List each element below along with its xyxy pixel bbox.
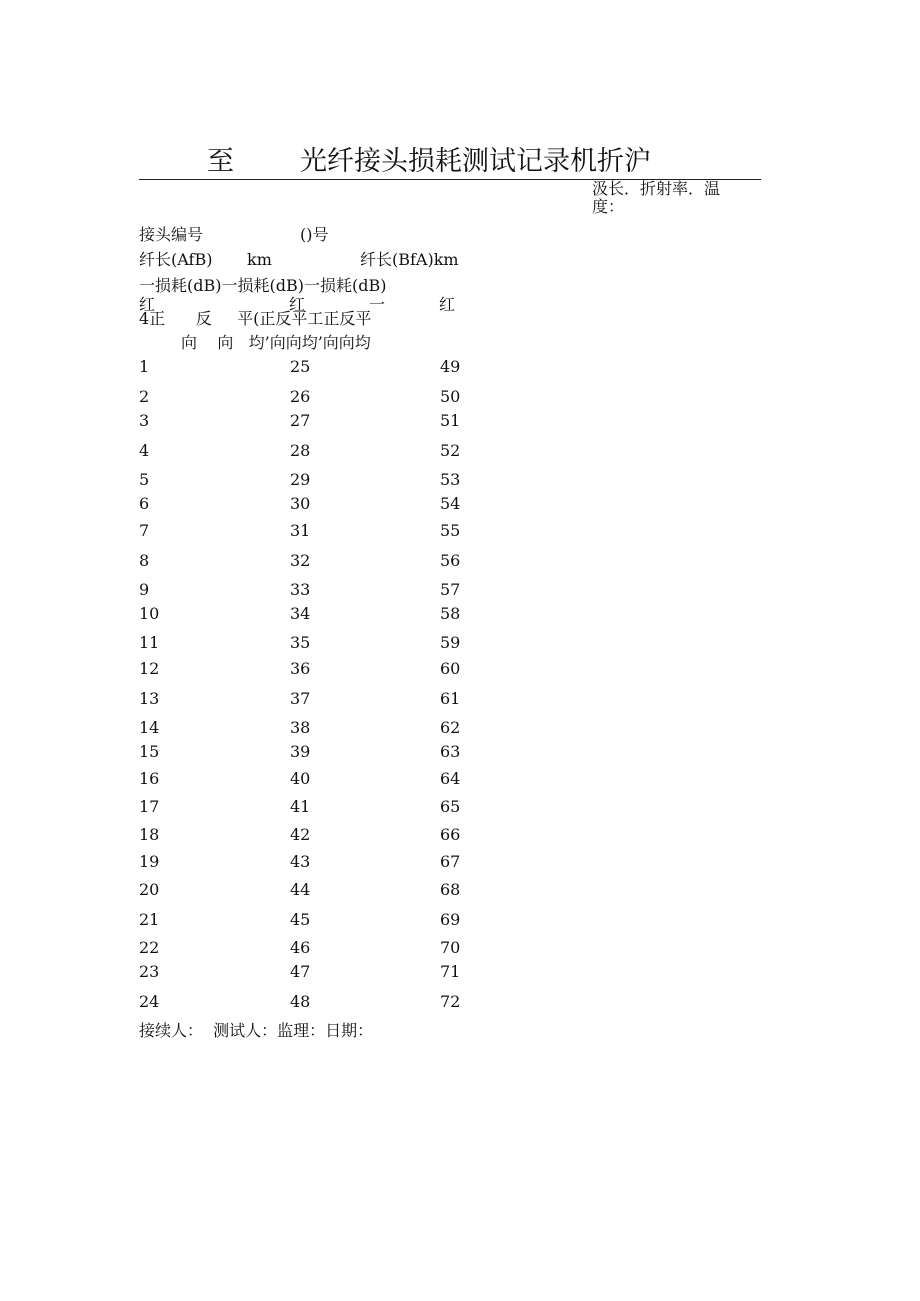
row-number: 64: [440, 769, 461, 788]
row-number: 11: [139, 633, 160, 652]
row-number: 48: [290, 992, 311, 1011]
row-number: 40: [290, 769, 311, 788]
row-number: 34: [290, 604, 311, 623]
row-number: 26: [290, 387, 311, 406]
row-number: 46: [290, 938, 311, 957]
row-number: 7: [139, 521, 150, 540]
row-number: 9: [139, 580, 150, 599]
row-number: 16: [139, 769, 160, 788]
fiber-length-ab-label: 纤长(AfB): [139, 250, 213, 269]
row-number: 17: [139, 797, 160, 816]
row-number: 51: [440, 411, 461, 430]
meta-line-1: 汲长．折射率．温: [592, 179, 721, 198]
row-number: 14: [139, 718, 160, 737]
row-number: 54: [440, 494, 461, 513]
row-number: 62: [440, 718, 461, 737]
row-number: 50: [440, 387, 461, 406]
row-number: 44: [290, 880, 311, 899]
row-number: 58: [440, 604, 461, 623]
row-number: 47: [290, 962, 311, 981]
cut-char-2: 红: [289, 295, 306, 314]
row-number: 4: [139, 441, 150, 460]
row-number: 35: [290, 633, 311, 652]
row-number: 56: [440, 551, 461, 570]
row-number: 55: [440, 521, 461, 540]
joint-number-suffix: ()号: [300, 225, 329, 244]
column-header-row-2: 向 向 均’向向均’向向均: [181, 333, 371, 352]
cut-char-1: 红: [139, 295, 156, 314]
row-number: 15: [139, 742, 160, 761]
title-prefix: 至: [207, 146, 234, 177]
row-number: 12: [139, 659, 160, 678]
row-number: 6: [139, 494, 150, 513]
cut-char-4: 红: [439, 295, 456, 314]
row-number: 61: [440, 689, 461, 708]
row-number: 49: [440, 357, 461, 376]
row-number: 41: [290, 797, 311, 816]
row-number: 28: [290, 441, 311, 460]
column-header-row-1: 4正 反 平(正反平工正反平: [139, 309, 372, 328]
row-number: 71: [440, 962, 461, 981]
row-number: 38: [290, 718, 311, 737]
loss-header: 一损耗(dB)一损耗(dB)一损耗(dB): [139, 276, 387, 295]
row-number: 22: [139, 938, 160, 957]
row-number: 25: [290, 357, 311, 376]
row-number: 5: [139, 470, 150, 489]
row-number: 30: [290, 494, 311, 513]
row-number: 19: [139, 852, 160, 871]
row-number: 21: [139, 910, 160, 929]
row-number: 31: [290, 521, 311, 540]
row-number: 57: [440, 580, 461, 599]
meta-line-2: 度：: [592, 197, 625, 216]
row-number: 18: [139, 825, 160, 844]
meta-line-1-clip: [592, 179, 721, 198]
row-number: 67: [440, 852, 461, 871]
row-number: 43: [290, 852, 311, 871]
row-number: 32: [290, 551, 311, 570]
page-title: 光纤接头损耗测试记录机折沪: [300, 146, 651, 177]
row-number: 37: [290, 689, 311, 708]
row-number: 1: [139, 357, 150, 376]
row-number: 3: [139, 411, 150, 430]
row-number: 39: [290, 742, 311, 761]
row-number: 23: [139, 962, 160, 981]
row-number: 13: [139, 689, 160, 708]
row-number: 53: [440, 470, 461, 489]
row-number: 45: [290, 910, 311, 929]
row-number: 68: [440, 880, 461, 899]
row-number: 24: [139, 992, 160, 1011]
joint-number-label: 接头编号: [139, 225, 204, 244]
cut-char-3: 一: [369, 295, 386, 314]
row-number: 36: [290, 659, 311, 678]
row-number: 2: [139, 387, 150, 406]
signature-footer: 接续人： 测试人：监理：日期：: [139, 1021, 374, 1040]
fiber-length-ba-label: 纤长(BfA)km: [360, 250, 459, 269]
row-number: 52: [440, 441, 461, 460]
row-number: 65: [440, 797, 461, 816]
row-number: 66: [440, 825, 461, 844]
row-number: 29: [290, 470, 311, 489]
row-number: 60: [440, 659, 461, 678]
row-number: 8: [139, 551, 150, 570]
row-number: 42: [290, 825, 311, 844]
row-number: 20: [139, 880, 160, 899]
row-number: 10: [139, 604, 160, 623]
fiber-length-ab-unit: km: [247, 250, 272, 269]
row-number: 59: [440, 633, 461, 652]
row-number: 63: [440, 742, 461, 761]
row-number: 27: [290, 411, 311, 430]
row-number: 33: [290, 580, 311, 599]
row-number: 72: [440, 992, 461, 1011]
row-number: 69: [440, 910, 461, 929]
row-number: 70: [440, 938, 461, 957]
